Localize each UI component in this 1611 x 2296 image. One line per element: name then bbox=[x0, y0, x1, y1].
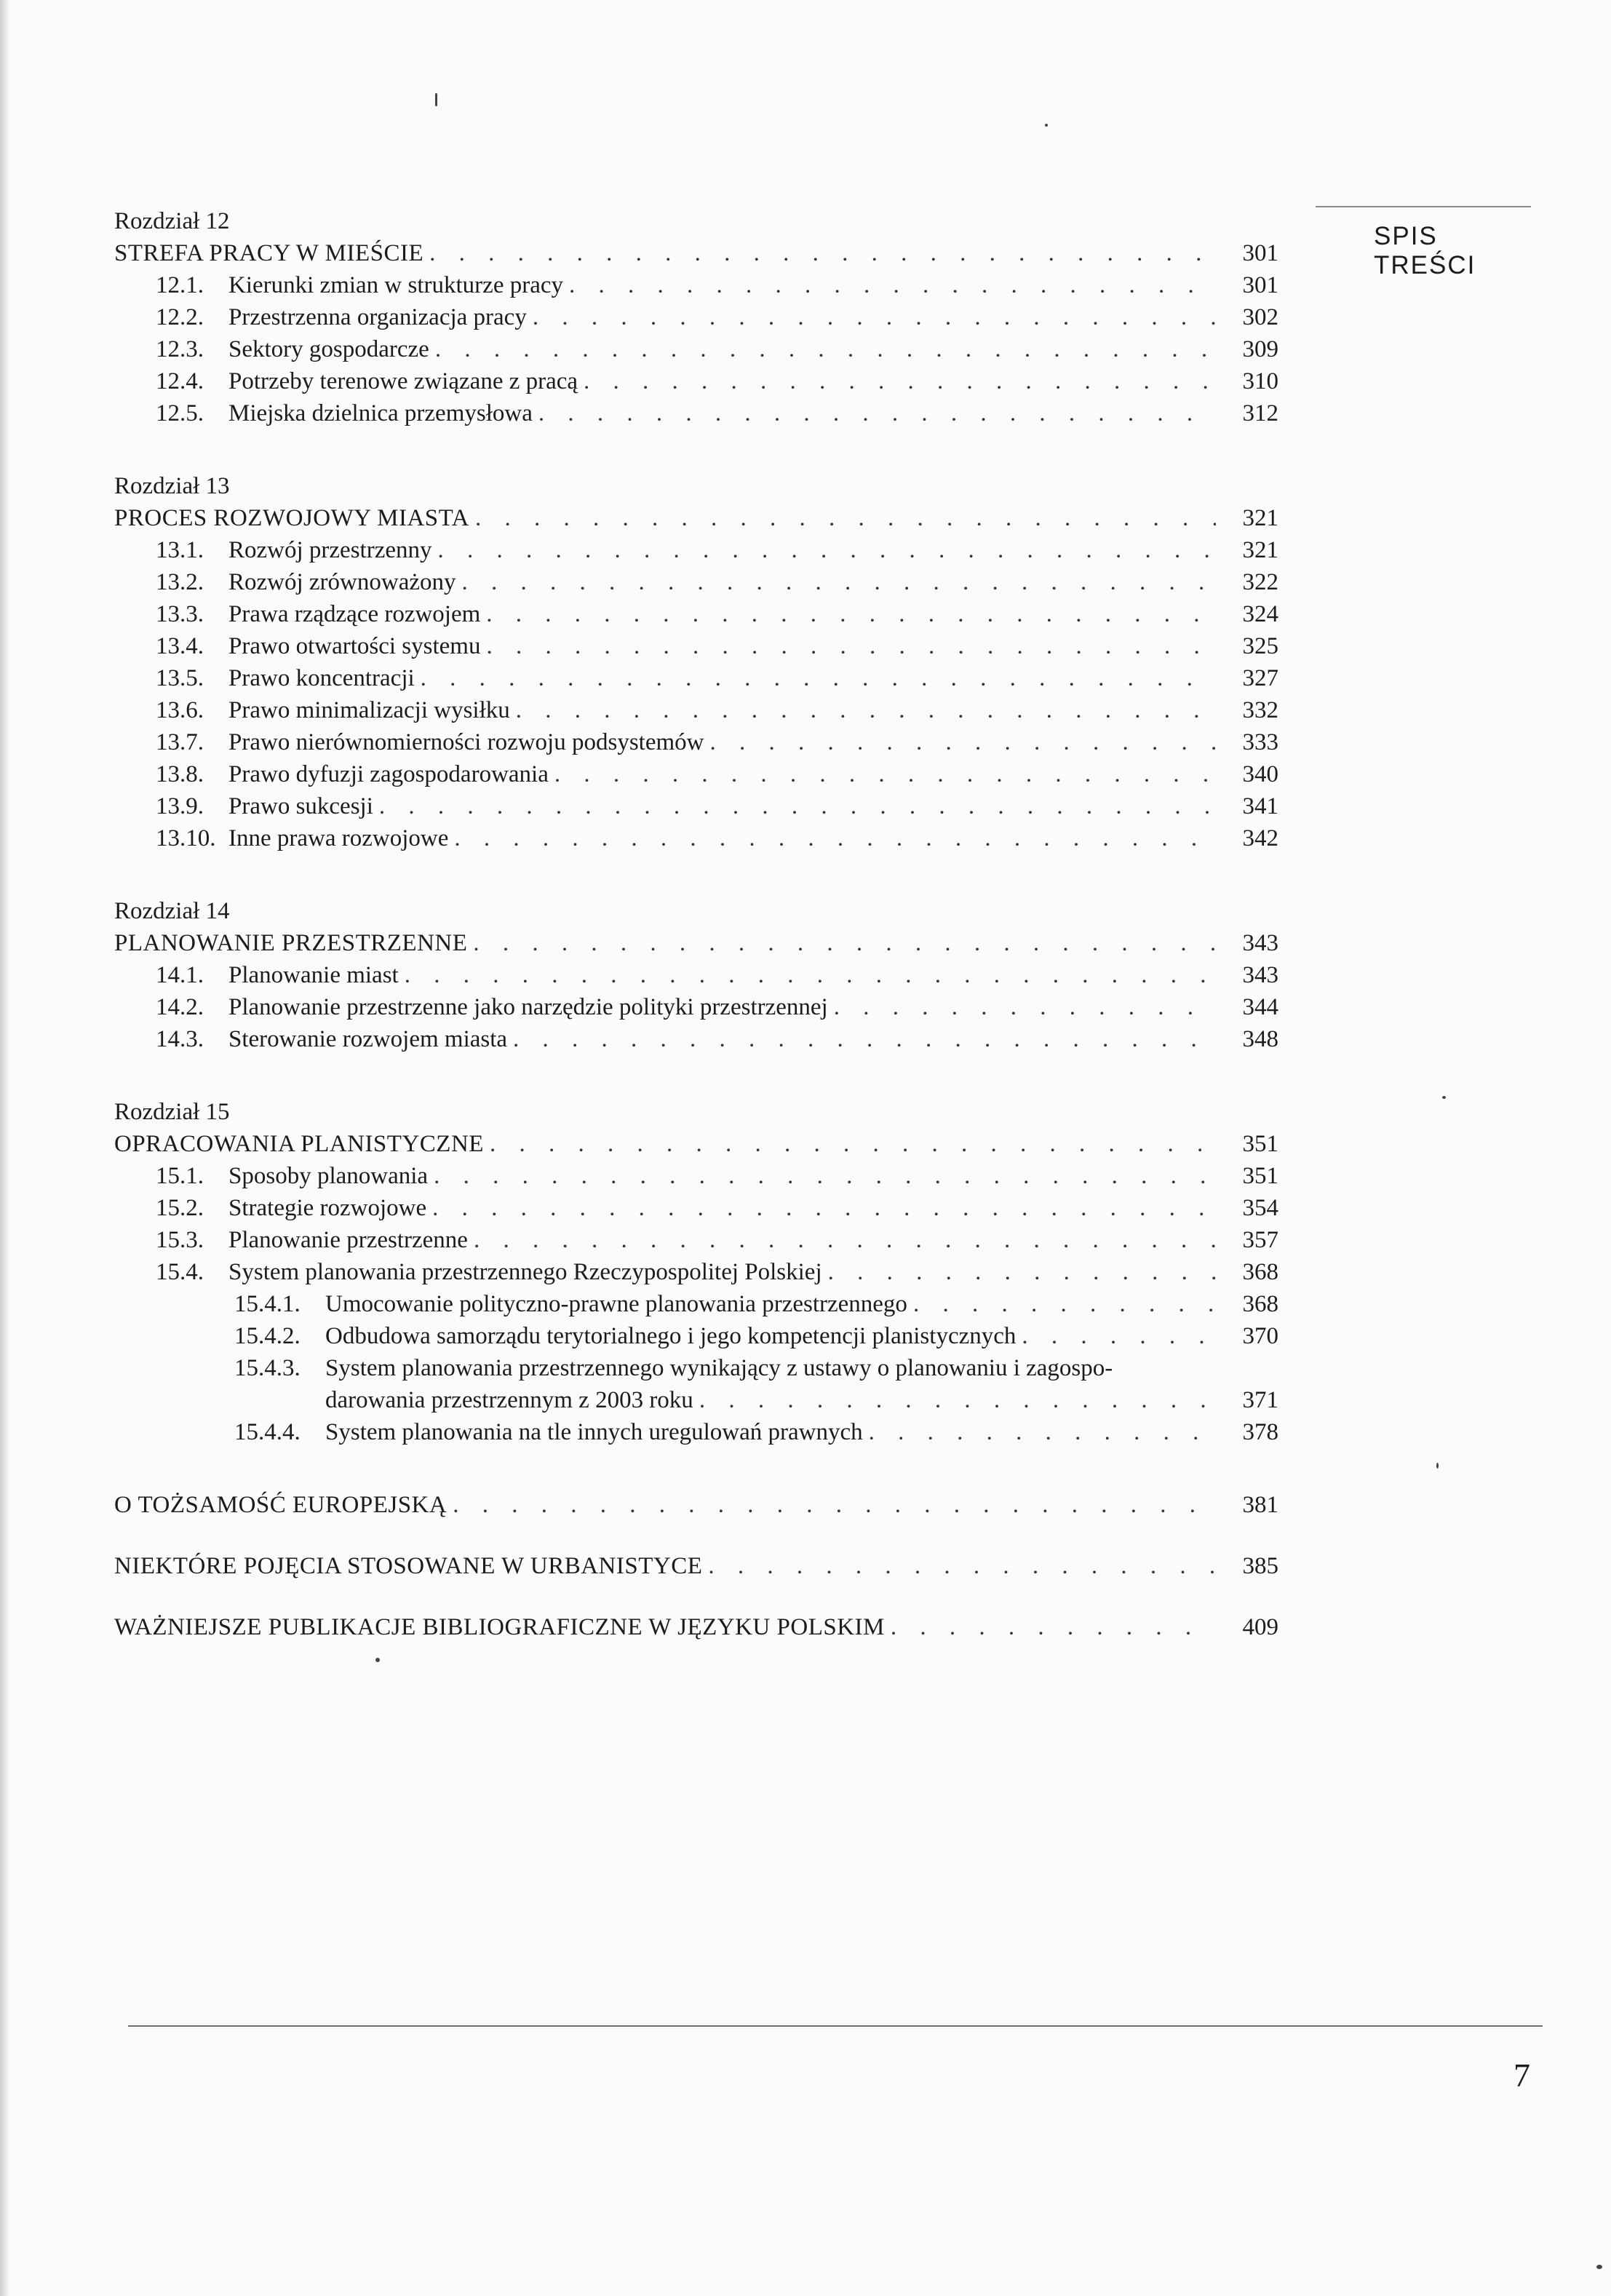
section-number: 15.2. bbox=[156, 1195, 204, 1221]
speck bbox=[1436, 1463, 1439, 1469]
chapter-13 bbox=[114, 470, 1278, 854]
toc-subentry[interactable] bbox=[114, 1288, 1278, 1320]
section-number: 15.3. bbox=[156, 1227, 204, 1253]
toc-entry[interactable] bbox=[114, 694, 1278, 726]
section-title: System planowania przestrzennego Rzeczypospolitej Polskiej bbox=[228, 1259, 822, 1285]
page-ref: 343 bbox=[1242, 962, 1278, 988]
toc-entry[interactable] bbox=[114, 397, 1278, 429]
page-ref: 381 bbox=[1242, 1492, 1278, 1518]
chapter-title: PLANOWANIE PRZESTRZENNE bbox=[114, 930, 468, 956]
section-number: 12.3. bbox=[156, 336, 204, 362]
toc-entry[interactable] bbox=[114, 726, 1278, 758]
page-ref: 333 bbox=[1242, 729, 1278, 755]
scan-shadow-edge bbox=[0, 0, 10, 2296]
leader-dots bbox=[513, 1023, 1216, 1055]
page-ref: 327 bbox=[1242, 665, 1278, 691]
section-title: Miejska dzielnica przemysłowa bbox=[228, 400, 533, 426]
section-title: Prawo dyfuzji zagospodarowania bbox=[228, 761, 549, 787]
section-number: 15.4. bbox=[156, 1259, 204, 1285]
page-ref: 385 bbox=[1242, 1553, 1278, 1579]
section-number: 13.1. bbox=[156, 537, 204, 563]
section-number: 13.2. bbox=[156, 569, 204, 595]
leader-dots bbox=[913, 1288, 1216, 1320]
table-of-contents bbox=[114, 205, 1278, 1672]
page-ref: 409 bbox=[1242, 1614, 1278, 1640]
standalone-entry[interactable] bbox=[114, 1489, 1278, 1521]
section-header: SPIS TREŚCI bbox=[1374, 222, 1476, 279]
page-ref: 343 bbox=[1242, 930, 1278, 956]
toc-subentry[interactable] bbox=[114, 1352, 1278, 1384]
leader-dots bbox=[533, 301, 1216, 333]
leader-dots bbox=[516, 694, 1216, 726]
toc-entry[interactable] bbox=[114, 662, 1278, 694]
section-number: 15.1. bbox=[156, 1163, 204, 1189]
section-number: 12.4. bbox=[156, 368, 204, 394]
leader-dots bbox=[486, 630, 1216, 662]
chapter-12 bbox=[114, 205, 1278, 429]
page-ref: 348 bbox=[1242, 1026, 1278, 1052]
page-ref: 351 bbox=[1242, 1131, 1278, 1157]
toc-entry[interactable] bbox=[114, 1160, 1278, 1192]
subsection-number: 15.4.4. bbox=[234, 1419, 301, 1445]
chapter-15 bbox=[114, 1096, 1278, 1448]
leader-dots bbox=[432, 1192, 1216, 1224]
section-title: Strategie rozwojowe bbox=[228, 1195, 427, 1221]
toc-entry[interactable] bbox=[114, 1256, 1278, 1288]
section-number: 14.2. bbox=[156, 994, 204, 1020]
page-ref: 302 bbox=[1242, 304, 1278, 330]
speck bbox=[1045, 124, 1048, 127]
page-ref: 371 bbox=[1242, 1387, 1278, 1413]
page-ref: 341 bbox=[1242, 793, 1278, 819]
section-title: Planowanie miast bbox=[228, 962, 399, 988]
leader-dots bbox=[435, 333, 1216, 365]
section-number: 12.5. bbox=[156, 400, 204, 426]
leader-dots bbox=[584, 365, 1216, 397]
leader-dots bbox=[490, 1128, 1216, 1160]
chapter-label: Rozdział 14 bbox=[114, 898, 230, 924]
toc-standalone-2 bbox=[114, 1550, 1278, 1582]
page-ref: 310 bbox=[1242, 368, 1278, 394]
speck bbox=[375, 1658, 380, 1662]
leader-dots bbox=[438, 534, 1217, 566]
section-number: 14.3. bbox=[156, 1026, 204, 1052]
toc-standalone-1 bbox=[114, 1489, 1278, 1521]
leader-dots bbox=[475, 502, 1216, 534]
leader-dots bbox=[473, 927, 1216, 959]
toc-subentry[interactable] bbox=[114, 1320, 1278, 1352]
section-number: 13.6. bbox=[156, 697, 204, 723]
chapter-title: PROCES ROZWOJOWY MIASTA bbox=[114, 505, 469, 531]
section-title: Sterowanie rozwojem miasta bbox=[228, 1026, 508, 1052]
leader-dots bbox=[891, 1611, 1216, 1643]
page-ref: 322 bbox=[1242, 569, 1278, 595]
leader-dots bbox=[434, 1160, 1216, 1192]
leader-dots bbox=[462, 566, 1216, 598]
page-ref: 368 bbox=[1242, 1259, 1278, 1285]
toc-entry[interactable] bbox=[114, 598, 1278, 630]
page-ref: 378 bbox=[1242, 1419, 1278, 1445]
chapter-title-row[interactable] bbox=[114, 1128, 1278, 1160]
leader-dots bbox=[699, 1384, 1216, 1416]
section-title: Prawo sukcesji bbox=[228, 793, 373, 819]
toc-entry[interactable] bbox=[114, 758, 1278, 790]
toc-entry[interactable] bbox=[114, 333, 1278, 365]
chapter-label: Rozdział 12 bbox=[114, 208, 230, 234]
subsection-title: Odbudowa samorządu terytorialnego i jego kompetencji planistycznych bbox=[325, 1323, 1017, 1349]
section-title: Prawo nierównomierności rozwoju podsystemów bbox=[228, 729, 704, 755]
subsection-title-line1: System planowania przestrzennego wynikający z ustawy o planowaniu i zagospo- bbox=[325, 1355, 1113, 1381]
standalone-entry[interactable] bbox=[114, 1550, 1278, 1582]
chapter-title-row[interactable] bbox=[114, 927, 1278, 959]
section-title: Planowanie przestrzenne bbox=[228, 1227, 468, 1253]
toc-entry[interactable] bbox=[114, 991, 1278, 1023]
speck bbox=[1596, 2265, 1602, 2269]
section-number: 12.2. bbox=[156, 304, 204, 330]
leader-dots bbox=[708, 1550, 1216, 1582]
section-number: 13.8. bbox=[156, 761, 204, 787]
chapter-title: OPRACOWANIA PLANISTYCZNE bbox=[114, 1131, 484, 1157]
leader-dots bbox=[405, 959, 1216, 991]
page-ref: 351 bbox=[1242, 1163, 1278, 1189]
leader-dots bbox=[554, 758, 1216, 790]
section-number: 13.5. bbox=[156, 665, 204, 691]
subsection-number: 15.4.3. bbox=[234, 1355, 301, 1381]
leader-dots bbox=[453, 1489, 1216, 1521]
section-title: Sektory gospodarcze bbox=[228, 336, 429, 362]
page-ref: 354 bbox=[1242, 1195, 1278, 1221]
page-ref: 312 bbox=[1242, 400, 1278, 426]
page-ref: 370 bbox=[1242, 1323, 1278, 1349]
page-ref: 321 bbox=[1242, 537, 1278, 563]
leader-dots bbox=[429, 237, 1216, 269]
standalone-entry[interactable] bbox=[114, 1611, 1278, 1643]
page-ref: 325 bbox=[1242, 633, 1278, 659]
toc-entry[interactable] bbox=[114, 566, 1278, 598]
standalone-title: NIEKTÓRE POJĘCIA STOSOWANE W URBANISTYCE bbox=[114, 1553, 703, 1579]
toc-entry[interactable] bbox=[114, 959, 1278, 991]
leader-dots bbox=[834, 991, 1216, 1023]
section-title: Potrzeby terenowe związane z pracą bbox=[228, 368, 578, 394]
header-rule bbox=[1316, 206, 1531, 207]
section-number: 13.4. bbox=[156, 633, 204, 659]
leader-dots bbox=[869, 1416, 1216, 1448]
footer-rule bbox=[128, 2025, 1543, 2027]
section-title: Przestrzenna organizacja pracy bbox=[228, 304, 527, 330]
toc-entry[interactable] bbox=[114, 301, 1278, 333]
section-number: 13.9. bbox=[156, 793, 204, 819]
page-ref: 301 bbox=[1242, 272, 1278, 298]
page-ref: 357 bbox=[1242, 1227, 1278, 1253]
section-number: 13.7. bbox=[156, 729, 204, 755]
section-title: Kierunki zmian w strukturze pracy bbox=[228, 272, 564, 298]
subsection-title: System planowania na tle innych uregulowań prawnych bbox=[325, 1419, 863, 1445]
section-number: 12.1. bbox=[156, 272, 204, 298]
leader-dots bbox=[454, 822, 1216, 854]
section-title: Inne prawa rozwojowe bbox=[228, 825, 449, 851]
standalone-title: WAŻNIEJSZE PUBLIKACJE BIBLIOGRAFICZNE W JĘZYKU POLSKIM bbox=[114, 1614, 885, 1640]
standalone-title: O TOŻSAMOŚĆ EUROPEJSKĄ bbox=[114, 1492, 448, 1518]
subsection-number: 15.4.2. bbox=[234, 1323, 301, 1349]
leader-dots bbox=[421, 662, 1216, 694]
toc-standalone-3 bbox=[114, 1611, 1278, 1643]
section-title: Prawo otwartości systemu bbox=[228, 633, 481, 659]
toc-entry[interactable] bbox=[114, 1023, 1278, 1055]
toc-subentry[interactable] bbox=[114, 1416, 1278, 1448]
subsection-title: Umocowanie polityczno-prawne planowania przestrzennego bbox=[325, 1291, 907, 1317]
toc-subentry-continuation[interactable] bbox=[114, 1384, 1278, 1416]
section-title: Prawo koncentracji bbox=[228, 665, 415, 691]
page-ref: 344 bbox=[1242, 994, 1278, 1020]
chapter-label: Rozdział 15 bbox=[114, 1099, 230, 1125]
page-ref: 342 bbox=[1242, 825, 1278, 851]
page-ref: 340 bbox=[1242, 761, 1278, 787]
page-ref: 324 bbox=[1242, 601, 1278, 627]
leader-dots bbox=[1022, 1320, 1216, 1352]
leader-dots bbox=[486, 598, 1216, 630]
page-ref: 301 bbox=[1242, 240, 1278, 266]
section-number: 13.10. bbox=[156, 825, 216, 851]
chapter-title-row[interactable] bbox=[114, 502, 1278, 534]
subsection-title-line2: darowania przestrzennym z 2003 roku bbox=[325, 1387, 693, 1413]
toc-entry[interactable] bbox=[114, 822, 1278, 854]
toc-entry[interactable] bbox=[114, 365, 1278, 397]
leader-dots bbox=[379, 790, 1216, 822]
chapter-14 bbox=[114, 895, 1278, 1055]
page-number: 7 bbox=[1513, 2057, 1530, 2094]
toc-entry[interactable] bbox=[114, 630, 1278, 662]
page-ref: 309 bbox=[1242, 336, 1278, 362]
section-title: Rozwój zrównoważony bbox=[228, 569, 456, 595]
leader-dots bbox=[709, 726, 1216, 758]
section-number: 13.3. bbox=[156, 601, 204, 627]
page-ref: 332 bbox=[1242, 697, 1278, 723]
subsection-number: 15.4.1. bbox=[234, 1291, 301, 1317]
speck bbox=[435, 93, 437, 106]
chapter-title-row[interactable] bbox=[114, 237, 1278, 269]
page-ref: 368 bbox=[1242, 1291, 1278, 1317]
toc-entry[interactable] bbox=[114, 1224, 1278, 1256]
section-title: Prawo minimalizacji wysiłku bbox=[228, 697, 510, 723]
toc-entry[interactable] bbox=[114, 269, 1278, 301]
chapter-label: Rozdział 13 bbox=[114, 473, 230, 499]
section-number: 14.1. bbox=[156, 962, 204, 988]
leader-dots bbox=[828, 1256, 1216, 1288]
toc-entry[interactable] bbox=[114, 790, 1278, 822]
section-title: Prawa rządzące rozwojem bbox=[228, 601, 481, 627]
leader-dots bbox=[538, 397, 1216, 429]
speck bbox=[1442, 1096, 1446, 1099]
toc-entry[interactable] bbox=[114, 1192, 1278, 1224]
chapter-title: STREFA PRACY W MIEŚCIE bbox=[114, 240, 424, 266]
leader-dots bbox=[474, 1224, 1216, 1256]
section-title: Rozwój przestrzenny bbox=[228, 537, 432, 563]
section-title: Sposoby planowania bbox=[228, 1163, 429, 1189]
section-title: Planowanie przestrzenne jako narzędzie polityki przestrzennej bbox=[228, 994, 828, 1020]
page-ref: 321 bbox=[1242, 505, 1278, 531]
leader-dots bbox=[569, 269, 1216, 301]
toc-entry[interactable] bbox=[114, 534, 1278, 566]
